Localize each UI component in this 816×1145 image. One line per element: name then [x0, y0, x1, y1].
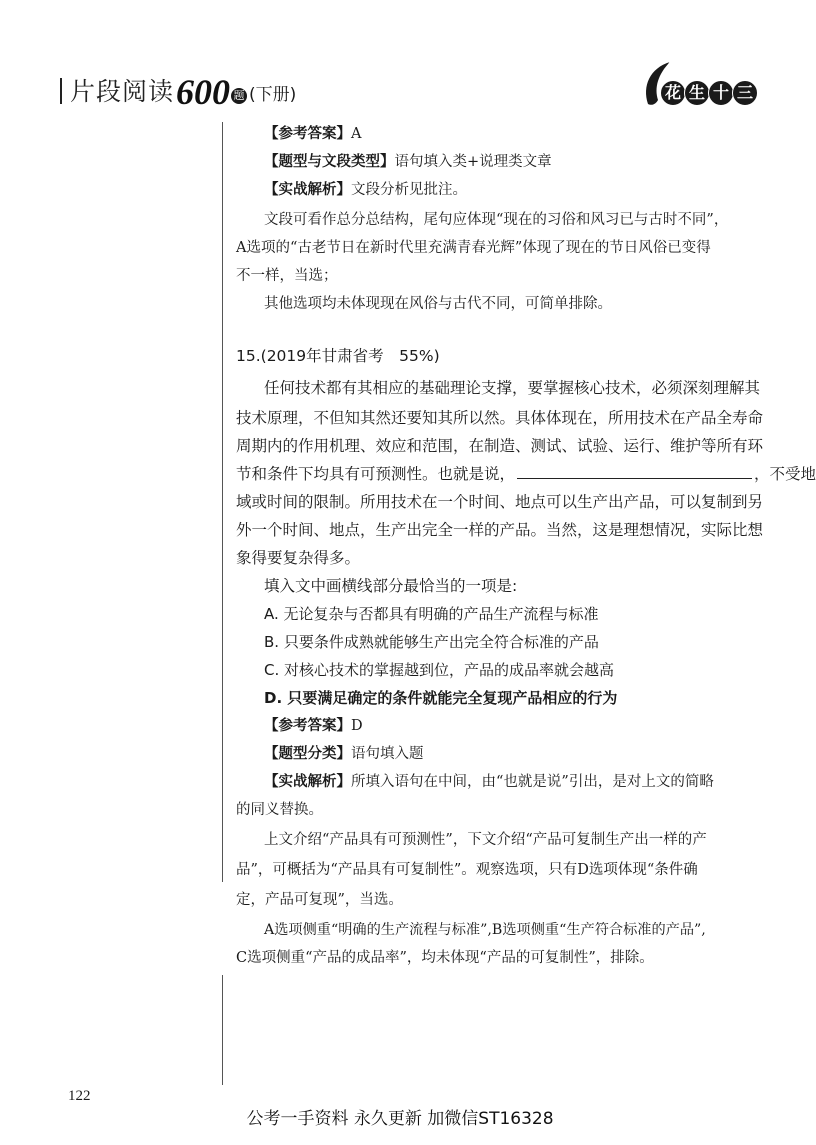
book-header-title: [60, 72, 297, 112]
type-tag: 【题型与文段类型】: [264, 153, 395, 170]
passage-text: 节和条件下均具有可预测性。也就是说，: [236, 465, 516, 483]
answer-line-2: [264, 716, 363, 736]
answer-value: A: [351, 126, 362, 142]
book-title: 片段阅读: [70, 77, 175, 106]
brand-logo: [640, 60, 760, 110]
brand-char: 花: [660, 80, 686, 106]
margin-rule-bottom: [222, 975, 223, 1085]
answer-line-1: [264, 124, 361, 144]
answer-value: D: [351, 718, 363, 734]
analysis-line-2: [264, 772, 714, 792]
header-divider: [60, 78, 62, 104]
option-a: A. 无论复杂与否都具有明确的产品生产流程与标准: [264, 605, 599, 623]
analysis-line-1: [264, 180, 467, 200]
margin-rule-top: [222, 122, 223, 882]
type-line-1: [264, 152, 552, 172]
brand-char: 生: [684, 80, 710, 106]
analysis-value: 所填入语句在中间，由“也就是说”引出，是对上文的简略: [351, 774, 714, 790]
passage-line: 技术原理，不但知其然还要知其所以然。具体体现在，所用技术在产品全寿命: [236, 409, 764, 427]
analysis-para-line: 文段可看作总分总结构，尾句应体现“现在的习俗和风习已与古时不同”，: [264, 212, 729, 228]
analysis-para-line: C选项侧重“产品的成品率”，均未体现“产品的可复制性”，排除。: [236, 950, 654, 966]
type-tag: 【题型分类】: [264, 745, 351, 762]
passage-text: ，不受地: [754, 465, 816, 483]
page-number: 122: [68, 1088, 91, 1104]
number-badge: 题: [231, 88, 247, 104]
analysis-para-line: 上文介绍“产品具有可预测性”，下文介绍“产品可复制生产出一样的产: [264, 832, 707, 848]
analysis-para-line: 其他选项均未体现现在风俗与古代不同，可简单排除。: [264, 296, 612, 312]
analysis-value: 文段分析见批注。: [351, 182, 467, 198]
passage-line: 外一个时间、地点，生产出完全一样的产品。当然，这是理想情况，实际比想: [236, 521, 764, 539]
option-b: B. 只要条件成熟就能够生产出完全符合标准的产品: [264, 633, 599, 651]
fill-in-blank: [517, 464, 752, 479]
passage-line-with-blank: [236, 464, 816, 484]
answer-tag: 【参考答案】: [264, 125, 351, 142]
volume-label: (下册): [249, 85, 297, 105]
analysis-para-line: A选项侧重“明确的生产流程与标准”,B选项侧重“生产符合标准的产品”,: [264, 922, 706, 938]
footer-watermark-text: 公考一手资料 永久更新 加微信ST16328: [246, 1109, 554, 1129]
type-line-2: [264, 744, 424, 764]
analysis-tag: 【实战解析】: [264, 773, 351, 790]
book-number: 600: [176, 72, 231, 112]
option-c: C. 对核心技术的掌握越到位，产品的成品率就会越高: [264, 661, 615, 679]
type-value: 语句填入题: [351, 746, 424, 762]
type-value: 语句填入类+说理类文章: [394, 154, 552, 170]
analysis-para-line: 不一样，当选；: [236, 268, 338, 284]
brand-name: [662, 80, 758, 106]
passage-line: 周期内的作用机理、效应和范围，在制造、测试、试验、运行、维护等所有环: [236, 437, 764, 455]
analysis-para-line: A选项的“古老节日在新时代里充满青春光辉”体现了现在的节日风俗已变得: [236, 240, 711, 256]
question-prompt: 填入文中画横线部分最恰当的一项是:: [264, 577, 518, 595]
brand-char: 三: [732, 80, 758, 106]
answer-tag: 【参考答案】: [264, 717, 351, 734]
passage-line: 任何技术都有其相应的基础理论支撑，要掌握核心技术，必须深刻理解其: [264, 379, 761, 397]
analysis-para-line: 品”，可概括为“产品具有可复制性”。观察选项，只有D选项体现“条件确: [236, 862, 698, 878]
option-d-correct: D. 只要满足确定的条件就能完全复现产品相应的行为: [264, 689, 618, 707]
analysis-para-line: 定，产品可复现”，当选。: [236, 892, 403, 908]
analysis-para-line: 的同义替换。: [236, 802, 323, 818]
passage-line: 象得要复杂得多。: [236, 549, 361, 567]
question-heading: 15.(2019年甘肃省考 55%): [236, 347, 440, 365]
passage-line: 域或时间的限制。所用技术在一个时间、地点可以生产出产品，可以复制到另: [236, 493, 764, 511]
brand-char: 十: [708, 80, 734, 106]
analysis-tag: 【实战解析】: [264, 181, 351, 198]
